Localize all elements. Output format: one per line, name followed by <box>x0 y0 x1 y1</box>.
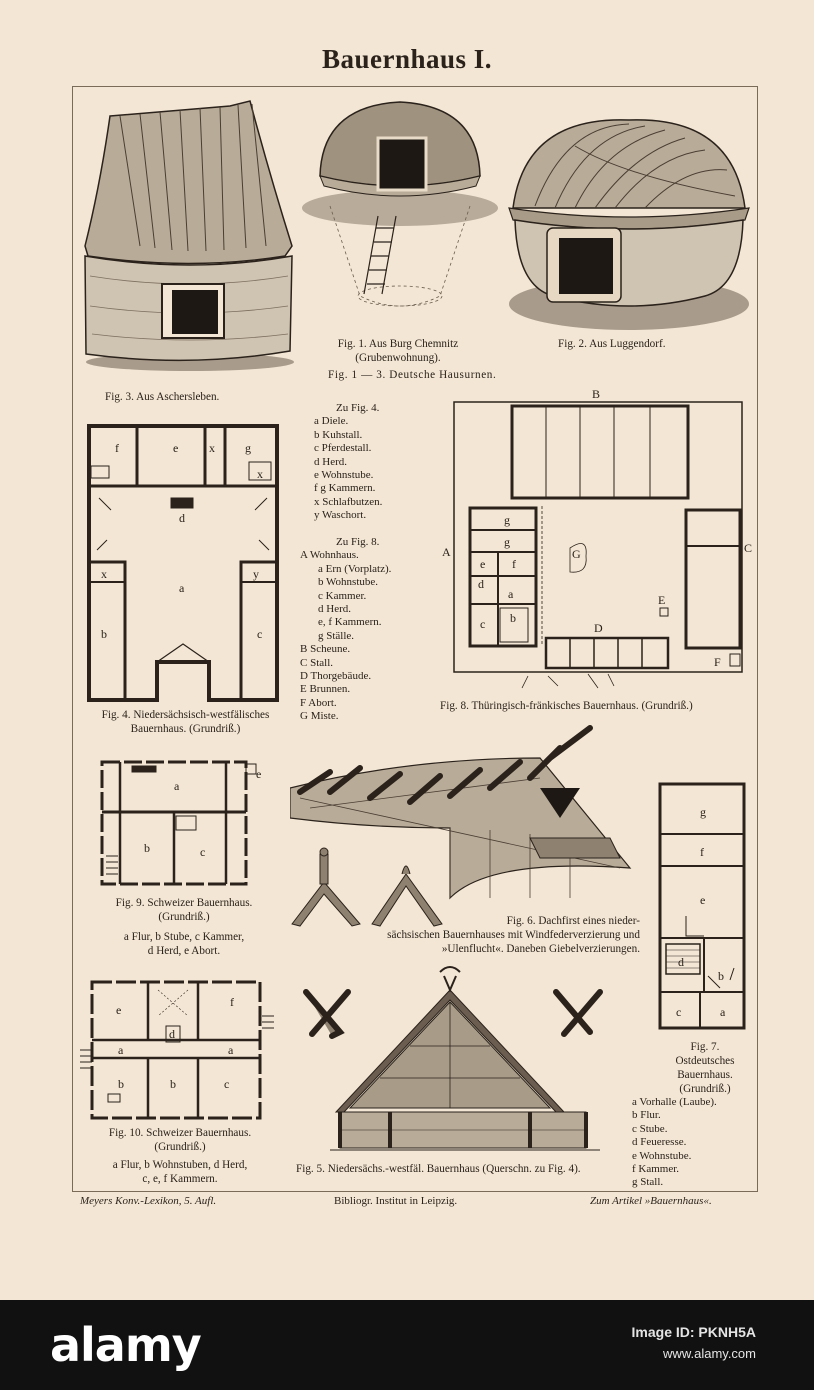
legend-fig8-item: e, f Kammern. <box>318 616 382 629</box>
legend-fig7-item: g Stall. <box>632 1176 664 1189</box>
alamy-logo: alamy <box>50 1318 201 1372</box>
plan-fig7-label: b <box>718 969 724 983</box>
legend-fig7-item: d Feueresse. <box>632 1136 687 1149</box>
plan-fig7-label: a <box>720 1005 726 1019</box>
legend-fig8-item: A Wohnhaus. <box>300 549 359 562</box>
legend-fig8-heading: Zu Fig. 8. <box>336 536 380 548</box>
caption-fig6-line1: Fig. 6. Dachfirst eines nieder- <box>506 915 640 927</box>
plan-fig7-label: e <box>700 893 706 907</box>
legend-fig4-item: f g Kammern. <box>314 482 376 495</box>
caption-fig4-line1: Fig. 4. Niedersächsisch-westfälisches <box>101 709 270 721</box>
plan-fig9-label: c <box>200 845 206 859</box>
caption-fig6 <box>300 914 640 956</box>
plan-fig7-label: f <box>700 845 704 859</box>
plan-fig10-label: e <box>116 1003 122 1017</box>
plan-fig10-label: f <box>230 995 234 1009</box>
plan-fig10-label: d <box>169 1027 175 1041</box>
plan-fig8-label: D <box>594 621 603 635</box>
legend-fig8-item: a Ern (Vorplatz). <box>318 562 392 575</box>
legend-fig7-item: f Kammer. <box>632 1163 680 1176</box>
plan-fig10-label: a <box>118 1043 124 1057</box>
caption-fig7-line3: Bauernhaus. <box>677 1069 733 1081</box>
legend-fig4 <box>314 402 382 523</box>
plan-fig4-label: e <box>173 441 179 455</box>
plan-fig7-label: c <box>676 1005 682 1019</box>
caption-fig9-line1: Fig. 9. Schweizer Bauernhaus. <box>115 897 253 909</box>
plan-fig10-label: b <box>118 1077 124 1091</box>
caption-fig3: Fig. 3. Aus Aschersleben. <box>105 391 220 403</box>
plan-fig4-label: d <box>179 511 185 525</box>
legend-fig8-item: D Thorgebäude. <box>300 670 372 683</box>
stock-bar-info <box>632 1322 756 1364</box>
plan-fig4-label: x <box>209 441 215 455</box>
plan-fig8-label: e <box>480 557 486 571</box>
legend-fig8-item: g Ställe. <box>318 629 355 642</box>
footer-left: Meyers Konv.-Lexikon, 5. Aufl. <box>80 1195 217 1207</box>
legend-fig7 <box>632 1096 717 1190</box>
image-id: Image ID: PKNH5A <box>631 1324 756 1340</box>
plan-fig4-label: f <box>115 441 119 455</box>
plan-fig10 <box>78 976 274 1124</box>
plan-fig7-label: d <box>678 955 684 969</box>
caption-fig7-line4: (Grundriß.) <box>679 1083 731 1095</box>
urn-luggendorf-illustration <box>505 116 753 336</box>
plan-fig8 <box>438 386 768 696</box>
caption-fig5: Fig. 5. Niedersächs.-westfäl. Bauernhaus (Querschn. zu Fig. 4). <box>296 1163 581 1175</box>
legend-fig4-item: x Schlafbutzen. <box>314 495 383 508</box>
plan-fig10-label: b <box>170 1077 176 1091</box>
caption-fig4 <box>78 708 293 736</box>
footer-center: Bibliogr. Institut in Leipzig. <box>334 1195 458 1207</box>
plan-fig10-label: c <box>224 1077 230 1091</box>
legend-fig4-item: a Diele. <box>314 415 349 428</box>
caption-fig7 <box>646 1040 764 1096</box>
plan-fig9-label: b <box>144 841 150 855</box>
plan-fig4-label: y <box>253 567 259 581</box>
plan-fig8-label: f <box>512 557 516 571</box>
caption-fig8: Fig. 8. Thüringisch-fränkisches Bauernhaus. (Grundriß.) <box>440 700 693 712</box>
caption-fig10 <box>80 1126 280 1186</box>
urn-aschersleben-illustration <box>80 96 298 374</box>
plan-fig8-label: F <box>714 655 721 669</box>
caption-fig10-line2: (Grundriß.) <box>154 1141 206 1153</box>
plan-fig8-label: a <box>508 587 514 601</box>
plan-fig8-label: b <box>510 611 516 625</box>
plan-fig8-label: E <box>658 593 666 607</box>
plan-fig8-label: A <box>442 545 451 559</box>
plan-fig4-label: g <box>245 441 251 455</box>
plan-fig10-label: a <box>228 1043 234 1057</box>
caption-fig6-line2: sächsischen Bauernhauses mit Windfederverzierung und <box>387 929 640 941</box>
caption-fig10-line3: a Flur, b Wohnstuben, d Herd, <box>112 1159 248 1171</box>
plan-fig4 <box>85 422 281 704</box>
plan-fig4-label: x <box>257 467 263 481</box>
plan-fig7-label: g <box>700 805 706 819</box>
legend-fig4-item: b Kuhstall. <box>314 428 363 441</box>
plan-fig8-label: d <box>478 577 484 591</box>
plan-fig9-label: e <box>256 767 262 781</box>
legend-fig8-item: b Wohnstube. <box>318 576 379 589</box>
legend-fig7-item: c Stube. <box>632 1122 668 1135</box>
legend-fig8 <box>300 536 391 724</box>
plan-fig4-label: b <box>101 627 107 641</box>
plan-fig9 <box>96 756 266 890</box>
legend-fig4-item: y Waschort. <box>314 509 367 522</box>
caption-fig1-line1: Fig. 1. Aus Burg Chemnitz <box>337 338 459 350</box>
legend-fig4-item: d Herd. <box>314 455 347 468</box>
footer-right: Zum Artikel »Bauernhaus«. <box>590 1195 712 1207</box>
caption-fig10-line1: Fig. 10. Schweizer Bauernhaus. <box>108 1127 252 1139</box>
caption-fig9-line2: (Grundriß.) <box>158 911 210 923</box>
legend-fig4-item: e Wohnstube. <box>314 469 374 482</box>
legend-fig4-heading: Zu Fig. 4. <box>336 402 380 414</box>
caption-fig1-3: Fig. 1 — 3. Deutsche Hausurnen. <box>328 369 497 381</box>
caption-fig6-line3: »Ulenflucht«. Daneben Giebelverzierungen. <box>441 943 640 955</box>
legend-fig8-item: B Scheune. <box>300 643 351 656</box>
urn-chemnitz-illustration <box>300 96 500 336</box>
plan-fig8-label: B <box>592 387 601 401</box>
legend-fig7-item: e Wohnstube. <box>632 1149 692 1162</box>
legend-fig8-item: C Stall. <box>300 656 334 669</box>
legend-fig8-item: c Kammer. <box>318 589 367 602</box>
stock-url: www.alamy.com <box>663 1346 756 1361</box>
plan-fig7 <box>656 780 752 1034</box>
plan-fig9-label: a <box>174 779 180 793</box>
caption-fig7-line1: Fig. 7. <box>690 1041 720 1053</box>
plan-fig8-label: c <box>480 617 486 631</box>
legend-fig7-item: b Flur. <box>632 1109 661 1122</box>
plan-fig4-label: c <box>257 627 263 641</box>
caption-fig9-line3: a Flur, b Stube, c Kammer, <box>123 931 245 943</box>
plan-fig8-label: g <box>504 513 510 527</box>
legend-fig4-item: c Pferdestall. <box>314 442 372 455</box>
cross-section-illustration <box>300 962 636 1158</box>
caption-fig9 <box>84 896 284 958</box>
plate-title: Bauernhaus I. <box>321 44 493 74</box>
caption-fig9-line4: d Herd, e Abort. <box>147 945 221 957</box>
caption-fig4-line2: Bauernhaus. (Grundriß.) <box>130 723 241 735</box>
plan-fig8-label: G <box>572 547 581 561</box>
legend-fig8-item: E Brunnen. <box>300 683 351 696</box>
legend-fig8-item: d Herd. <box>318 603 351 616</box>
caption-fig2: Fig. 2. Aus Luggendorf. <box>558 338 666 350</box>
legend-fig8-item: F Abort. <box>300 696 337 709</box>
caption-fig10-line4: c, e, f Kammern. <box>142 1173 218 1185</box>
plan-fig4-label: x <box>101 567 107 581</box>
plan-fig8-label: g <box>504 535 510 549</box>
legend-fig7-item: a Vorhalle (Laube). <box>632 1096 717 1108</box>
legend-fig8-item: G Miste. <box>300 710 339 723</box>
caption-fig7-line2: Ostdeutsches <box>675 1055 735 1067</box>
caption-fig1 <box>318 337 478 365</box>
plan-fig4-label: a <box>179 581 185 595</box>
plan-fig8-label: C <box>744 541 753 555</box>
caption-fig1-line2: (Grubenwohnung). <box>355 352 441 364</box>
